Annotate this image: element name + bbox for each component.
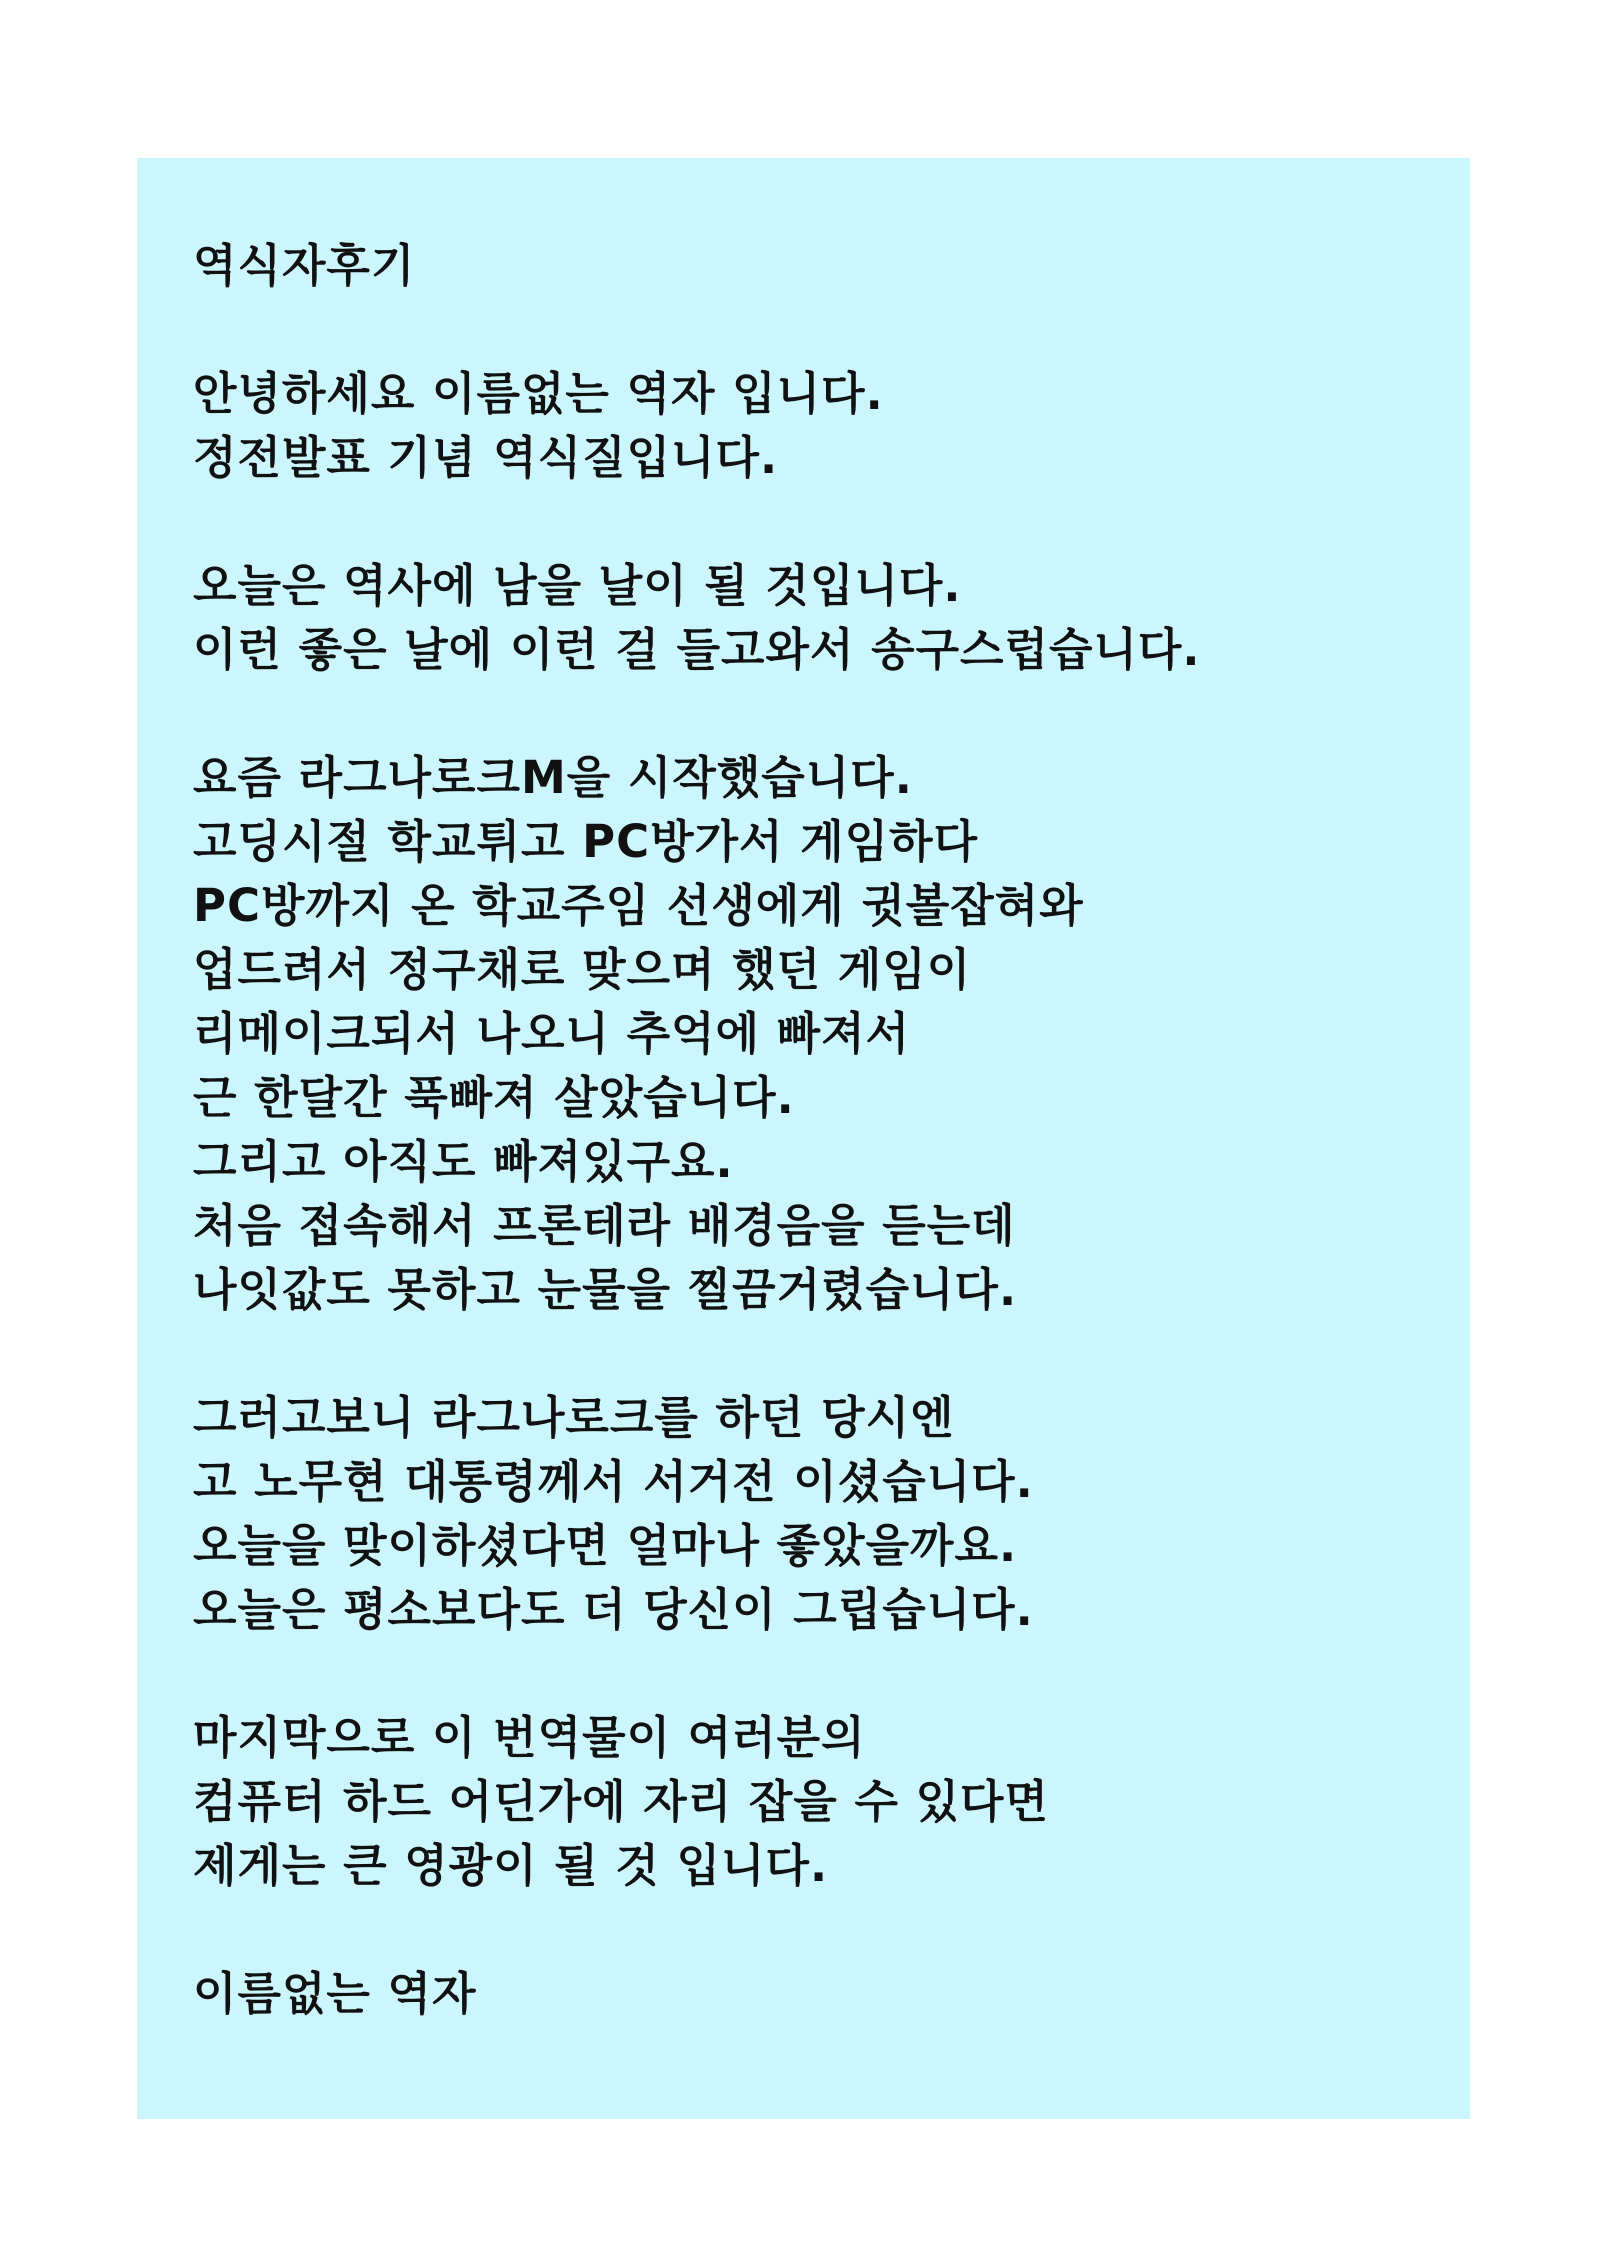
paragraph-game-memory bbox=[193, 746, 1470, 1322]
text-line: 제게는 큰 영광이 될 것 입니다. bbox=[193, 1839, 829, 1892]
text-line: 나잇값도 못하고 눈물을 찔끔거렸습니다. bbox=[193, 1263, 1018, 1316]
spacer bbox=[193, 1322, 1470, 1386]
text-line: 리메이크되서 나오니 추억에 빠져서 bbox=[193, 1007, 911, 1060]
text-line: PC방까지 온 학교주임 선생에게 귓볼잡혀와 bbox=[193, 879, 1084, 932]
text-line: 오늘을 맞이하셨다면 얼마나 좋았을까요. bbox=[193, 1519, 1018, 1572]
paragraph-closing bbox=[193, 1706, 1470, 1898]
paragraph-today bbox=[193, 554, 1470, 682]
text-line: 업드려서 정구채로 맞으며 했던 게임이 bbox=[193, 943, 972, 996]
text-line: 근 한달간 푹빠져 살았습니다. bbox=[193, 1071, 795, 1124]
text-line: 고 노무현 대통령께서 서거전 이셨습니다. bbox=[193, 1455, 1034, 1508]
text-line: 안녕하세요 이름없는 역자 입니다. bbox=[193, 367, 884, 420]
text-line: 이런 좋은 날에 이런 걸 들고와서 송구스럽습니다. bbox=[193, 623, 1201, 676]
afterword-title: 역식자후기 bbox=[193, 239, 416, 292]
text-line: 고딩시절 학교튀고 PC방가서 게임하다 bbox=[193, 815, 979, 868]
text-line: 컴퓨터 하드 어딘가에 자리 잡을 수 있다면 bbox=[193, 1775, 1049, 1828]
text-line: 정전발표 기념 역식질입니다. bbox=[193, 431, 779, 484]
text-line: 오늘은 평소보다도 더 당신이 그립습니다. bbox=[193, 1583, 1034, 1636]
text-line: 그리고 아직도 빠져있구요. bbox=[193, 1135, 734, 1188]
spacer bbox=[193, 1642, 1470, 1706]
signature: 이름없는 역자 bbox=[193, 1967, 477, 2020]
spacer bbox=[193, 298, 1470, 362]
afterword-panel bbox=[137, 158, 1470, 2119]
text-line: 마지막으로 이 번역물이 여러분의 bbox=[193, 1711, 866, 1764]
paragraph-remembrance bbox=[193, 1386, 1470, 1642]
text-line: 그러고보니 라그나로크를 하던 당시엔 bbox=[193, 1391, 955, 1444]
paragraph-greeting bbox=[193, 362, 1470, 490]
text-line: 오늘은 역사에 남을 날이 될 것입니다. bbox=[193, 559, 962, 612]
spacer bbox=[193, 1898, 1470, 1962]
spacer bbox=[193, 490, 1470, 554]
text-line: 처음 접속해서 프론테라 배경음을 듣는데 bbox=[193, 1199, 1016, 1252]
spacer bbox=[193, 682, 1470, 746]
text-line: 요즘 라그나로크M을 시작했습니다. bbox=[193, 751, 913, 804]
